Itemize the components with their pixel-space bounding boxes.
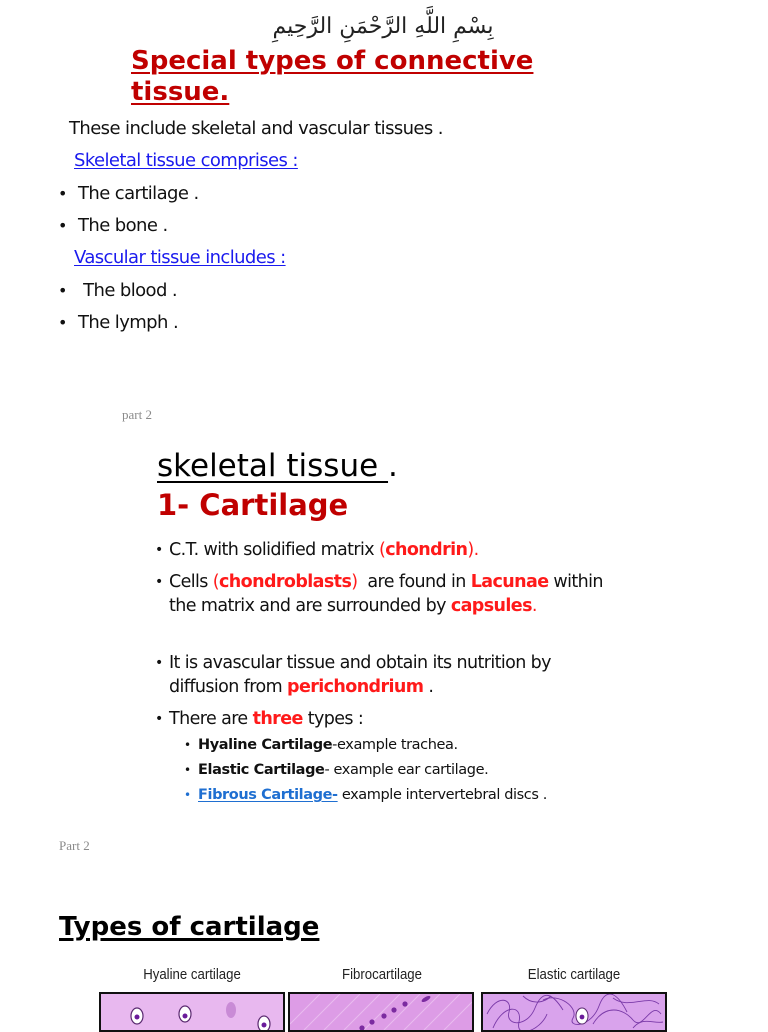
text-run: There are bbox=[169, 709, 253, 729]
slide1-intro: These include skeletal and vascular tissues . bbox=[69, 118, 443, 139]
subitem-rest: example intervertebral discs . bbox=[337, 787, 547, 803]
bullet-icon: • bbox=[58, 184, 67, 203]
subitem-rest: -example trachea. bbox=[332, 737, 458, 753]
text-run: types : bbox=[302, 709, 364, 729]
subitem-text bbox=[198, 761, 488, 779]
point-text bbox=[169, 570, 625, 618]
point-text bbox=[169, 651, 625, 699]
fibrocartilage-illustration bbox=[288, 992, 474, 1032]
elastic-cartilage-label: Elastic cartilage bbox=[527, 966, 621, 983]
title-period: . bbox=[388, 448, 398, 484]
subitem-bold: Hyaline Cartilage bbox=[198, 737, 333, 753]
emphasis-chondroblasts: chondroblasts bbox=[219, 572, 352, 592]
text-run: ( bbox=[379, 540, 386, 560]
fibrocartilage-label: Fibrocartilage bbox=[342, 966, 422, 983]
elastic-fibers-icon bbox=[483, 994, 665, 1030]
bullet-icon: • bbox=[184, 788, 191, 802]
bismillah-calligraphy: بِسْمِ اللَّهِ الرَّحْمَنِ الرَّحِيمِ bbox=[272, 14, 494, 39]
list-item-text: The lymph . bbox=[78, 312, 179, 333]
text-run: Cells bbox=[169, 572, 213, 592]
subitem-text bbox=[198, 786, 547, 804]
text-run: ) bbox=[351, 572, 358, 592]
point-text bbox=[169, 538, 625, 562]
list-item-blood bbox=[58, 280, 177, 302]
elastic-cartilage-illustration bbox=[481, 992, 667, 1032]
cartilage-subtitle: 1- Cartilage bbox=[157, 488, 349, 522]
text-run: ( bbox=[212, 572, 220, 592]
emphasis-perichondrium: perichondrium bbox=[287, 677, 424, 697]
subitem-bold: Elastic Cartilage bbox=[198, 762, 325, 778]
fibro-fibers-icon bbox=[290, 994, 472, 1030]
bullet-icon: • bbox=[155, 655, 163, 671]
part-label: Part 2 bbox=[59, 838, 90, 853]
list-item-text: The blood . bbox=[78, 280, 178, 301]
point-text bbox=[169, 707, 625, 731]
skeletal-tissue-title-text: skeletal tissue bbox=[157, 448, 389, 484]
bullet-icon: • bbox=[184, 738, 191, 752]
subitem-rest: - example ear cartilage. bbox=[324, 762, 489, 778]
text-run: are found in bbox=[357, 572, 471, 592]
emphasis-three: three bbox=[252, 709, 303, 729]
bullet-icon: • bbox=[184, 763, 191, 777]
cartilage-point-types bbox=[155, 707, 625, 731]
list-item-text: The bone . bbox=[78, 215, 168, 236]
vascular-tissue-heading-link[interactable]: Vascular tissue includes : bbox=[74, 247, 286, 268]
slide1-title: Special types of connective tissue. bbox=[131, 46, 534, 107]
list-item-text: The cartilage . bbox=[78, 183, 199, 204]
hyaline-cartilage-label: Hyaline cartilage bbox=[143, 966, 241, 983]
skeletal-tissue-title bbox=[157, 447, 398, 485]
types-of-cartilage-title: Types of cartilage bbox=[59, 912, 320, 942]
text-run: C.T. with solidified matrix bbox=[169, 540, 379, 560]
list-item-cartilage bbox=[58, 183, 199, 205]
subitem-hyaline bbox=[184, 736, 458, 754]
emphasis-lacunae: Lacunae bbox=[470, 572, 549, 592]
subitem-text bbox=[198, 736, 458, 754]
bullet-icon: • bbox=[155, 711, 163, 727]
list-item-lymph bbox=[58, 312, 178, 334]
hyaline-cartilage-illustration bbox=[99, 992, 285, 1032]
skeletal-tissue-heading-link[interactable]: Skeletal tissue comprises : bbox=[74, 150, 298, 171]
fibrous-cartilage-link[interactable]: Fibrous Cartilage- bbox=[198, 787, 338, 803]
bullet-icon: • bbox=[58, 281, 67, 300]
bullet-icon: • bbox=[155, 574, 163, 590]
hyaline-cells-icon bbox=[101, 994, 283, 1030]
text-run: ). bbox=[467, 540, 479, 560]
bullet-icon: • bbox=[58, 216, 67, 235]
subitem-elastic bbox=[184, 761, 488, 779]
emphasis-capsules: capsules bbox=[450, 596, 532, 616]
cartilage-point-avascular bbox=[155, 651, 625, 699]
list-item-bone bbox=[58, 215, 168, 237]
text-run: . bbox=[531, 596, 537, 616]
text-run: It is avascular tissue and obtain its nutrition by diffusion from bbox=[169, 653, 551, 697]
part-label: part 2 bbox=[122, 407, 152, 422]
text-run: . bbox=[423, 677, 434, 697]
emphasis-chondrin: chondrin bbox=[385, 540, 468, 560]
subitem-fibrous bbox=[184, 786, 547, 804]
cartilage-point-matrix bbox=[155, 538, 625, 562]
cartilage-point-cells bbox=[155, 570, 625, 618]
bullet-icon: • bbox=[155, 542, 163, 558]
bullet-icon: • bbox=[58, 313, 67, 332]
text-run: within the matrix and are surrounded by bbox=[169, 572, 603, 616]
